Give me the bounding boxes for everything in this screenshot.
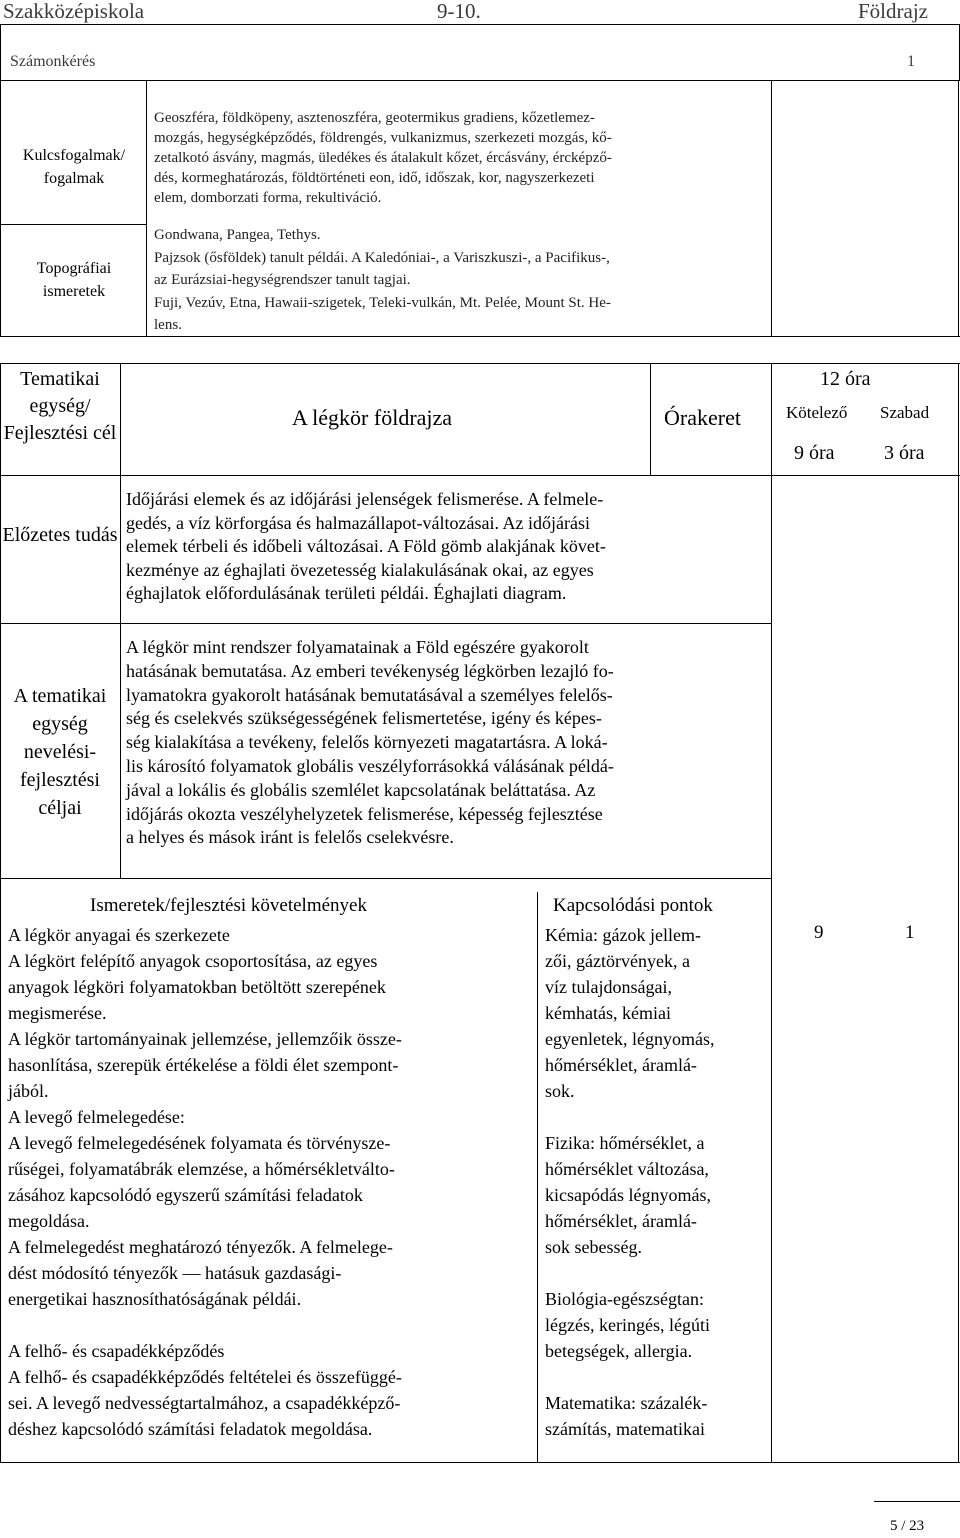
text-line: elemek térbeli és időbeli változásai. A Föld gömb alakjának követ- [126, 536, 606, 556]
text-line [545, 1104, 769, 1130]
educational-goals-label: A tematikai egység nevelési-fejlesztési céljai [13, 685, 107, 819]
text-line: lyamatokra gyakorolt hatásának bemutatásával a személyes felelős- [126, 684, 613, 705]
requirements-header: Ismeretek/fejlesztési követelmények [90, 895, 367, 916]
text-line: dést módosító tényezők — hatásuk gazdasági- [8, 1263, 342, 1283]
subject-name: Földrajz [858, 0, 928, 23]
mandatory-label: Kötelező [786, 403, 848, 422]
text-line: A levegő felmelegedése: [8, 1107, 185, 1127]
prior-knowledge-text [126, 488, 766, 606]
key-concepts-label: Kulcsfogalmak/ fogalmak [22, 147, 126, 187]
text-line: A légkör mint rendszer folyamatainak a Föld egészére gyakorolt [126, 637, 589, 657]
page-header [0, 0, 960, 25]
text-line: Matematika: százalék- [545, 1393, 708, 1413]
topography-label: Topográfiai ismeretek [36, 260, 112, 300]
text-line: sei. A levegő nedvességtartalmához, a csapadékképző- [8, 1393, 401, 1413]
subheader-label: Számonkérés [10, 53, 96, 70]
text-line: hőmérséklet változása, [545, 1159, 709, 1179]
text-line: mozgás, hegységképződés, földrengés, vulkanizmus, szerkezeti mozgás, kő- [154, 130, 612, 146]
text-line [545, 1364, 769, 1390]
text-line: lens. [154, 317, 182, 333]
requirements-text [8, 922, 536, 1442]
subheader [0, 24, 960, 80]
text-line: A felmelegedést meghatározó tényezők. A felmelege- [8, 1237, 393, 1257]
topography-text [154, 224, 769, 337]
page-number: 5 / 23 [890, 1518, 925, 1534]
free-label: Szabad [880, 403, 930, 422]
text-line: víz tulajdonságai, [545, 977, 672, 997]
text-line: jából. [8, 1081, 49, 1101]
text-line: sok sebesség. [545, 1237, 642, 1257]
text-line: anyagok légköri folyamatokban betöltött szerepének [8, 977, 386, 997]
text-line: egyenletek, légnyomás, [545, 1029, 715, 1049]
text-line: számítás, matematikai [545, 1419, 705, 1439]
text-line: kezménye az éghajlati övezetesség kialakulásának okai, az egyes [126, 559, 594, 580]
text-line: zői, gáztörvények, a [545, 951, 690, 971]
text-line: Fizika: hőmérséklet, a [545, 1133, 705, 1153]
text-line: ség kialakítása a tevékeny, felelős környezeti magatartásra. A loká- [126, 732, 608, 753]
connections-text [545, 922, 769, 1442]
connections-header: Kapcsolódási pontok [553, 895, 713, 916]
text-line: időjárás okozta veszélyhelyzetek felismerése, képesség fejlesztése [126, 803, 603, 824]
hours-value-b: 1 [905, 922, 915, 943]
text-line: hőmérséklet, áramlá- [545, 1055, 697, 1075]
text-line: rűségei, folyamatábrák elemzése, a hőmérsékletválto- [8, 1159, 395, 1179]
text-line: A felhő- és csapadékképződés [8, 1341, 225, 1361]
text-line [545, 1260, 769, 1286]
text-line: A légkör tartományainak jellemzése, jellemzőik össze- [8, 1029, 402, 1049]
text-line: Időjárási elemek és az időjárási jelenségek felismerése. A felmele- [126, 489, 604, 509]
text-line: Biológia-egészségtan: [545, 1289, 704, 1309]
subheader-number: 1 [907, 53, 915, 70]
text-line: ség és cselekvés szükségességének felismertetése, igény és képes- [126, 708, 602, 729]
time-frame-label: Órakeret [664, 405, 741, 430]
text-line: zásához kapcsolódó egyszerű számítási feladatok [8, 1185, 363, 1205]
grade-range: 9-10. [437, 0, 481, 23]
text-line: Fuji, Vezúv, Etna, Hawaii-szigetek, Teleki-vulkán, Mt. Pelée, Mount St. He- [154, 294, 611, 311]
text-line: A levegő felmelegedésének folyamata és törvénysze- [8, 1133, 391, 1153]
text-line: kicsapódás légnyomás, [545, 1185, 711, 1205]
thematic-unit-label: Tematikai egység/ Fejlesztési cél [3, 368, 117, 444]
text-line: az Eurázsiai-hegységrendszer tanult tagjai. [154, 272, 411, 288]
hours-value-a: 9 [814, 922, 824, 943]
text-line: elem, domborzati forma, rekultiváció. [154, 190, 382, 206]
text-line: megoldása. [8, 1211, 90, 1231]
text-line: kémhatás, kémiai [545, 1003, 671, 1023]
mandatory-hours: 9 óra [794, 442, 835, 464]
school-type: Szakközépiskola [3, 0, 145, 23]
key-concepts-text [154, 108, 769, 208]
prior-knowledge-label: Előzetes tudás [2, 524, 118, 546]
text-line: A légkör anyagai és szerkezete [8, 925, 230, 945]
text-line: Geoszféra, földköpeny, asztenoszféra, geotermikus gradiens, kőzetlemez- [154, 110, 595, 126]
text-line: gedés, a víz körforgása és halmazállapot-változásai. Az időjárási [126, 512, 590, 533]
text-line: Pajzsok (ősföldek) tanult példái. A Kaledóniai-, a Variszkuszi-, a Pacifikus-, [154, 249, 610, 266]
text-line: hőmérséklet, áramlá- [545, 1211, 697, 1231]
text-line: Kémia: gázok jellem- [545, 925, 701, 945]
text-line: zetalkotó ásvány, magmás, üledékes és átalakult kőzet, ércásvány, ércképző- [154, 150, 612, 166]
text-line: Gondwana, Pangea, Tethys. [154, 227, 321, 243]
text-line: A légkört felépítő anyagok csoportosítása, az egyes [8, 951, 378, 971]
total-hours: 12 óra [820, 368, 871, 390]
text-line: légzés, keringés, légúti [545, 1315, 710, 1335]
text-line [8, 1312, 536, 1338]
text-line: jával a lokális és globális szemlélet kapcsolatának beláttatása. Az [126, 779, 596, 800]
text-line: éghajlatok előfordulásának területi példái. Éghajlati diagram. [126, 583, 567, 603]
text-line: energetikai hasznosíthatóságának példái. [8, 1289, 302, 1309]
text-line: hatásának bemutatása. Az emberi tevékenység légkörben lezajló fo- [126, 660, 614, 681]
educational-goals-text [126, 636, 766, 850]
free-hours: 3 óra [884, 442, 925, 464]
text-line: déshez kapcsolódó számítási feladatok megoldása. [8, 1419, 373, 1439]
text-line: A felhő- és csapadékképződés feltételei és összefüggé- [8, 1367, 402, 1387]
text-line: betegségek, allergia. [545, 1341, 693, 1361]
text-line: sok. [545, 1081, 575, 1101]
text-line: a helyes és mások iránt is felelős cselekvésre. [126, 827, 454, 848]
text-line: dés, kormeghatározás, földtörténeti eon, idő, időszak, kor, nagyszerkezeti [154, 170, 595, 186]
text-line: megismerése. [8, 1003, 107, 1023]
unit-title: A légkör földrajza [292, 405, 453, 430]
text-line: hasonlítása, szerepük értékelése a földi élet szempont- [8, 1055, 399, 1075]
text-line: lis károsító folyamatok globális veszélyforrásokká válásának példá- [126, 755, 614, 776]
